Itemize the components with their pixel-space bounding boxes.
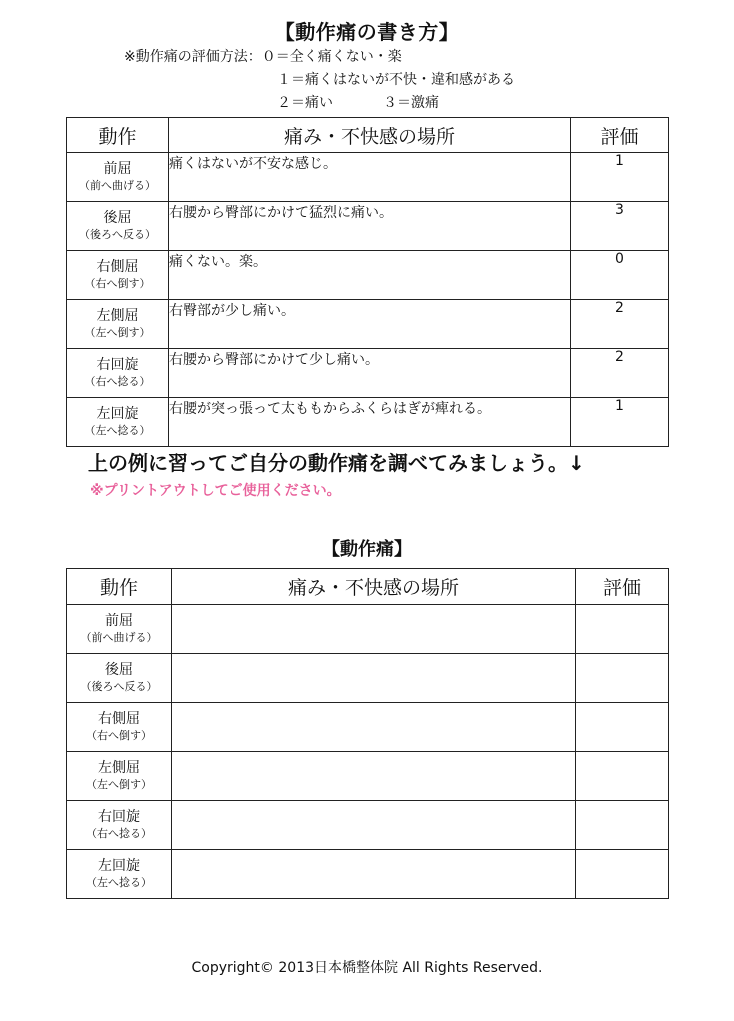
motion-sub: （左へ倒す） [86, 778, 152, 792]
copyright-text: Copyright© 2013日本橋整体院 All Rights Reserved. [191, 960, 543, 976]
motion-sub: （右へ倒す） [86, 729, 152, 743]
motion-sub: （左へ捻る） [86, 876, 152, 890]
score-cell [576, 801, 669, 850]
motion-name: 前屈 [103, 161, 132, 178]
header-score: 評価 [571, 118, 669, 153]
table-row [67, 300, 669, 349]
motion-name: 後屈 [103, 210, 132, 227]
score-cell: 2 [571, 300, 669, 349]
print-note: ※プリントアウトしてご使用ください。 [90, 483, 341, 499]
table-row [67, 202, 669, 251]
motion-cell [67, 398, 169, 447]
example-table [66, 117, 669, 447]
motion-sub: （前へ曲げる） [80, 631, 158, 645]
legend-line-3a: ２＝痛い [277, 95, 333, 111]
motion-sub: （右へ捻る） [86, 827, 152, 841]
motion-cell [67, 251, 169, 300]
pain-place-cell: 痛くない。楽。 [169, 251, 571, 300]
score-cell: 0 [571, 251, 669, 300]
pain-place-cell [172, 605, 576, 654]
motion-sub: （後ろへ反る） [79, 228, 156, 242]
pain-place-cell [172, 752, 576, 801]
example-title: 【動作痛の書き方】 [274, 20, 460, 44]
table-row [67, 251, 669, 300]
table-row [67, 153, 669, 202]
motion-name: 左回旋 [98, 858, 140, 875]
score-cell: 3 [571, 202, 669, 251]
pain-place-cell: 右臀部が少し痛い。 [169, 300, 571, 349]
table-row [67, 605, 669, 654]
motion-cell [67, 300, 169, 349]
motion-cell [67, 801, 172, 850]
motion-cell [67, 703, 172, 752]
motion-cell [67, 752, 172, 801]
pain-place-cell [172, 801, 576, 850]
header-motion: 動作 [67, 569, 172, 605]
table-row [67, 703, 669, 752]
legend-line-1: ※動作痛の評価方法：０＝全く痛くない・楽 [124, 49, 402, 65]
motion-name: 右回旋 [96, 357, 139, 374]
motion-cell [67, 153, 169, 202]
table-header-row [67, 569, 669, 605]
motion-name: 左回旋 [96, 406, 139, 423]
score-cell [576, 850, 669, 899]
motion-name: 後屈 [105, 662, 133, 679]
table-row [67, 654, 669, 703]
score-cell: 1 [571, 398, 669, 447]
score-cell [576, 703, 669, 752]
pain-place-cell [172, 850, 576, 899]
motion-cell [67, 605, 172, 654]
motion-cell [67, 850, 172, 899]
motion-sub: （右へ倒す） [84, 277, 151, 291]
table-row [67, 752, 669, 801]
motion-name: 左側屈 [98, 760, 140, 777]
legend-line-2: １＝痛くはないが不快・違和感がある [277, 72, 515, 88]
motion-name: 前屈 [105, 613, 133, 630]
pain-place-cell: 右腰から臀部にかけて少し痛い。 [169, 349, 571, 398]
instruction-text: 上の例に習ってご自分の動作痛を調べてみましょう。↓ [88, 451, 585, 475]
header-place: 痛み・不快感の場所 [172, 569, 576, 605]
pain-place-cell: 痛くはないが不安な感じ。 [169, 153, 571, 202]
table-header-row [67, 118, 669, 153]
table-row [67, 349, 669, 398]
pain-place-cell [172, 703, 576, 752]
legend-line-3b: ３＝激痛 [383, 95, 439, 111]
blank-title: 【動作痛】 [322, 539, 412, 560]
table-row [67, 398, 669, 447]
header-score: 評価 [576, 569, 669, 605]
score-cell: 1 [571, 153, 669, 202]
motion-sub: （左へ捻る） [84, 424, 151, 438]
pain-place-cell: 右腰が突っ張って太ももからふくらはぎが痺れる。 [169, 398, 571, 447]
motion-sub: （前へ曲げる） [79, 179, 156, 193]
score-cell: 2 [571, 349, 669, 398]
pain-place-cell: 右腰から臀部にかけて猛烈に痛い。 [169, 202, 571, 251]
table-row [67, 801, 669, 850]
motion-cell [67, 349, 169, 398]
score-cell [576, 654, 669, 703]
blank-table [66, 568, 669, 899]
motion-name: 右側屈 [98, 711, 140, 728]
header-place: 痛み・不快感の場所 [169, 118, 571, 153]
motion-name: 左側屈 [96, 308, 139, 325]
pain-place-cell [172, 654, 576, 703]
motion-sub: （後ろへ反る） [80, 680, 158, 694]
motion-name: 右回旋 [98, 809, 140, 826]
motion-cell [67, 202, 169, 251]
score-cell [576, 605, 669, 654]
motion-sub: （左へ倒す） [84, 326, 151, 340]
header-motion: 動作 [67, 118, 169, 153]
motion-sub: （右へ捻る） [84, 375, 151, 389]
score-cell [576, 752, 669, 801]
table-row [67, 850, 669, 899]
motion-name: 右側屈 [96, 259, 139, 276]
motion-cell [67, 654, 172, 703]
